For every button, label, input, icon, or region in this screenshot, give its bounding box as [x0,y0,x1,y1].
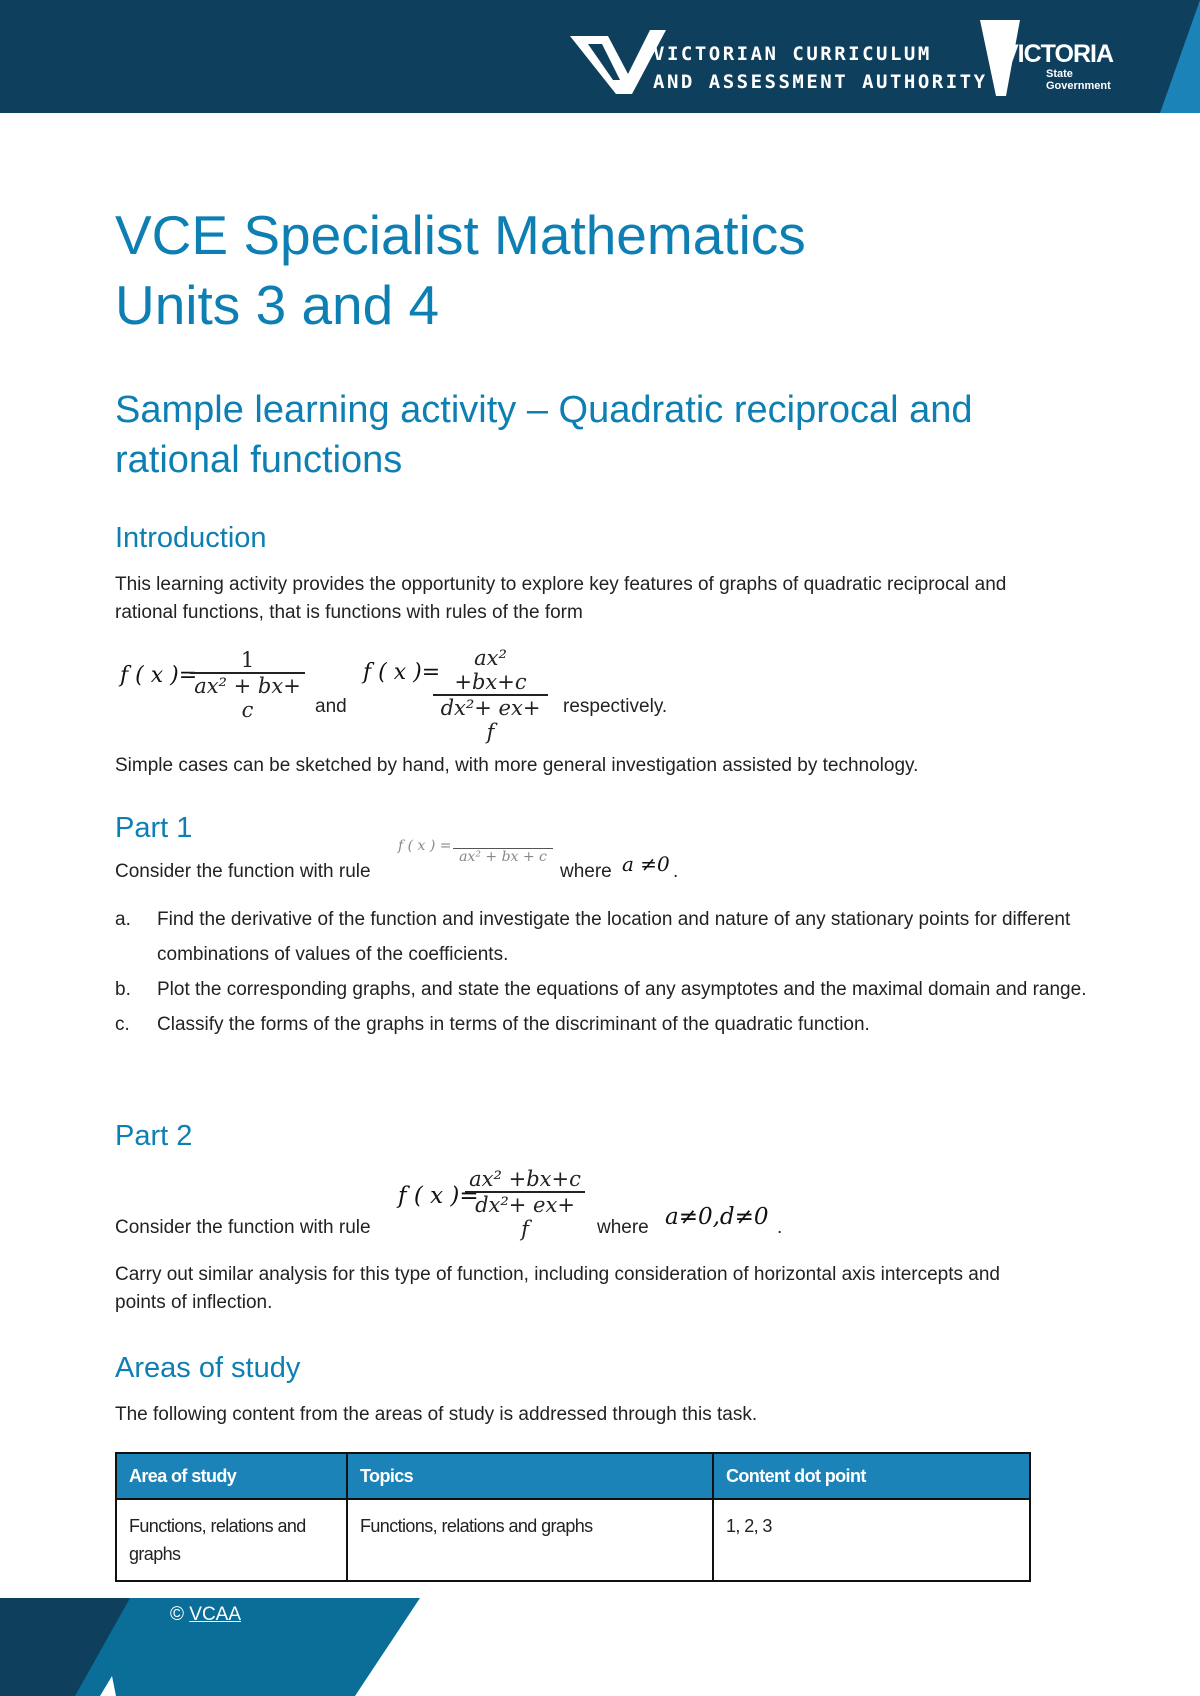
respectively-text: respectively. [563,696,668,717]
activity-title: Sample learning activity – Quadratic reciprocal and rational functions [115,389,973,481]
table-cell: 1, 2, 3 [713,1499,1030,1581]
section-heading-areas-of-study: Areas of study [115,1352,301,1384]
table-cell: Functions, relations and graphs [116,1499,347,1581]
part2-consider-text: Consider the function with rule [115,1217,371,1238]
part2-formula-lhs: f ( x )= [398,1183,479,1209]
list-item: b. Plot the corresponding graphs, and state the equations of any asymptotes and the maximal domain and range. [115,979,1087,1000]
copyright-notice: © VCAA [170,1604,242,1625]
part2-paragraph: Carry out similar analysis for this type of function, including consideration of horizontal axis intercepts and points of inflection. [115,1264,1000,1313]
simple-cases-text: Simple cases can be sketched by hand, with more general investigation assisted by technology. [115,755,919,776]
victoria-wordmark: VICTORIA [1002,40,1113,68]
list-item: a. Find the derivative of the function and investigate the location and nature of any stationary points for different combinations of values of the coefficients. [115,909,1071,965]
aos-intro-text: The following content from the areas of study is addressed through this task. [115,1404,758,1425]
column-header: Content dot point [713,1453,1030,1499]
part2-formula-fraction: $\frac{\text{ax² +bx+c}}{\text{dx²+ ex+ f}}$ [465,1167,585,1241]
formula-1-fraction: $\frac{1}{\text{ax² + bx+ c}}$ [190,648,305,722]
section-heading-part-1: Part 1 [115,812,193,844]
page-title: VCE Specialist Mathematics Units 3 and 4 [115,204,806,336]
table-header-row [116,1453,1030,1499]
table-cell: Functions, relations and graphs [347,1499,713,1581]
and-text: and [315,696,347,717]
areas-of-study-table [115,1452,1031,1582]
section-heading-introduction: Introduction [115,522,267,554]
page-header [0,0,1200,113]
intro-paragraph: This learning activity provides the opportunity to explore key features of graphs of quadratic reciprocal and rational functions, that is functions with rules of the form [115,574,1007,623]
part2-where-text: where [597,1217,649,1238]
table-row [116,1499,1030,1581]
column-header: Area of study [116,1453,347,1499]
part2-condition: a≠0,d≠0 [665,1204,769,1230]
part1-formula-fraction: ax² + bx + c [453,834,553,865]
vcaa-link[interactable]: VCAA [189,1604,242,1625]
victoria-subtitle: State Government [1046,68,1111,92]
part1-consider-text: Consider the function with rule [115,861,371,882]
part1-task-list [115,902,1105,1042]
column-header: Topics [347,1453,713,1499]
list-item: c. Classify the forms of the graphs in terms of the discriminant of the quadratic function. [115,1014,870,1035]
part2-dot: . [777,1217,783,1238]
part1-where-text: where [560,861,612,882]
header-stripe [1160,0,1200,113]
vcaa-wordmark: VICTORIAN CURRICULUM AND ASSESSMENT AUTHORITY [653,43,988,93]
formula-2-fraction: $\frac{\text{ax² +bx+c}}{\text{dx²+ ex+ f}}$ [433,646,548,744]
part1-dot: . [673,861,679,882]
section-heading-part-2: Part 2 [115,1120,193,1152]
formula-2-lhs: f ( x )= [363,660,441,685]
formula-1-lhs: f ( x )= [120,663,198,688]
part1-formula-lhs: f ( x ) = [398,838,452,854]
part1-condition: a ≠0 [622,852,670,876]
